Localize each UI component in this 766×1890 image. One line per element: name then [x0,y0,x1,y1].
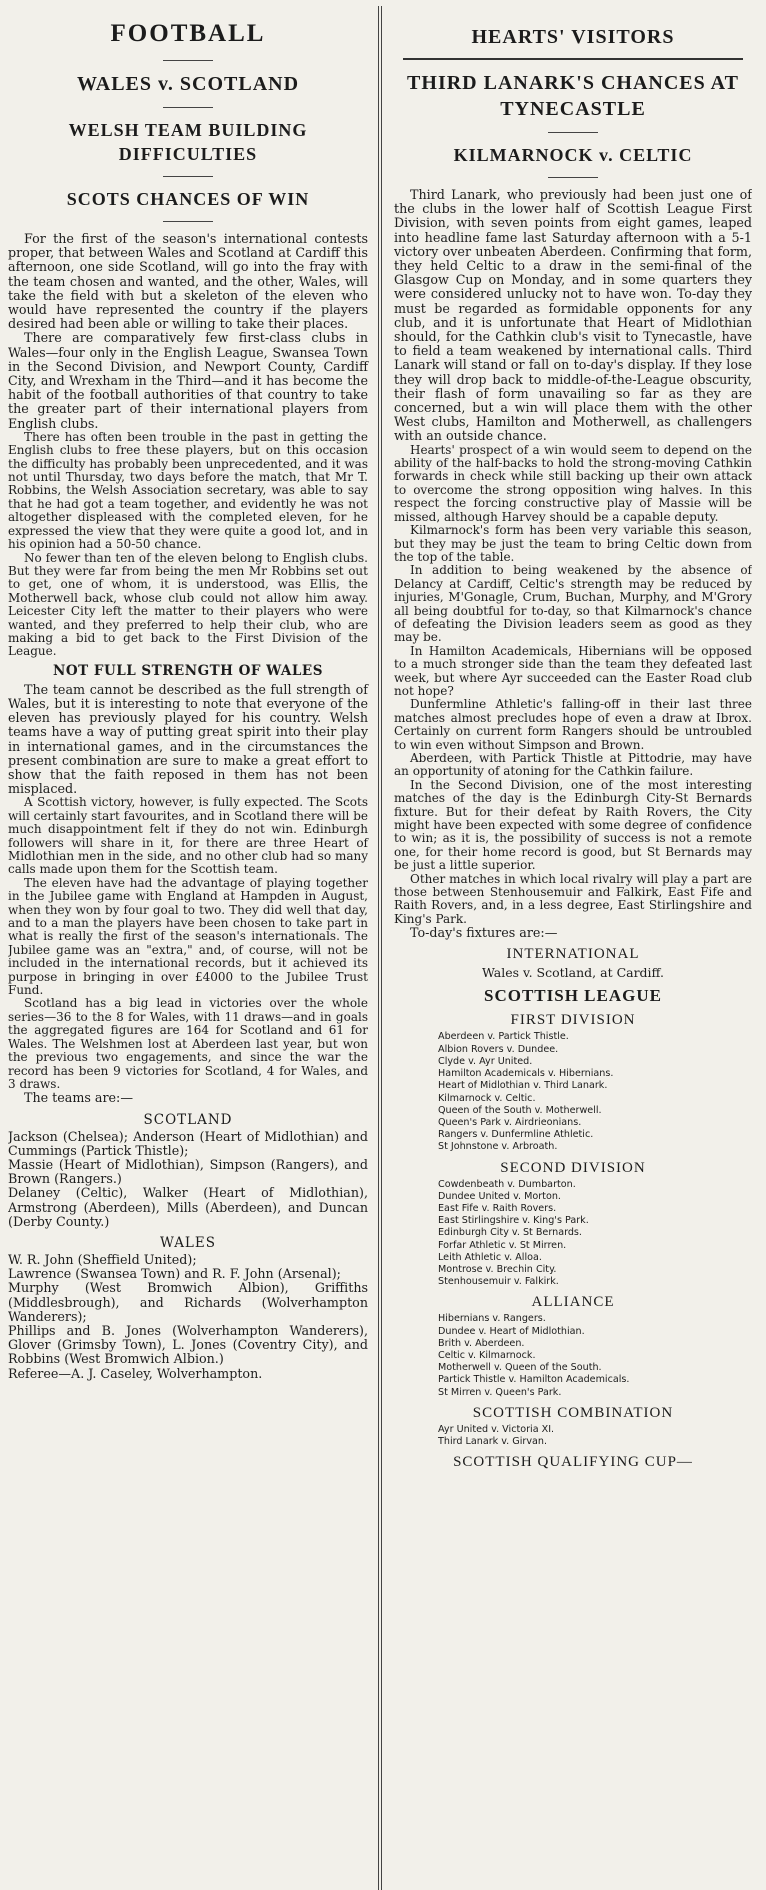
fixture-item: St Mirren v. Queen's Park. [438,1386,562,1398]
football-heading: FOOTBALL [110,20,266,47]
alliance-fixtures [394,1313,752,1398]
paragraph: The teams are:— [24,1090,134,1106]
left-column [8,6,376,1890]
fixture-item: Dundee United v. Morton. [438,1190,561,1202]
fixture-item: Leith Athletic v. Alloa. [438,1251,542,1263]
alliance-heading: ALLIANCE [531,1294,615,1311]
fixture-item: Hamilton Academicals v. Hibernians. [438,1068,614,1080]
hearts-heading: HEARTS' VISITORS [471,26,675,48]
fixture-item: Heart of Midlothian v. Third Lanark. [438,1080,608,1092]
fixture-item: Partick Thistle v. Hamilton Academicals. [438,1374,630,1386]
fixture-item: Clyde v. Ayr United. [438,1055,533,1067]
divider [548,177,598,178]
scottish-combination-heading: SCOTTISH COMBINATION [472,1404,674,1421]
first-division-heading: FIRST DIVISION [510,1012,636,1029]
fixture-item: Motherwell v. Queen of the South. [438,1362,602,1374]
divider [163,60,213,61]
fixture-item: St Johnstone v. Arbroath. [438,1141,558,1153]
article-body-1 [8,232,368,659]
team-line: Delaney (Celtic), Walker (Heart of Midlothian), Armstrong (Aberdeen), Mills (Aberdeen), and Duncan (Derby County.) [8,1185,368,1229]
team-line: W. R. John (Sheffield United); [8,1251,197,1267]
wales-heading: WALES [159,1234,217,1251]
divider [163,107,213,108]
section-heading: NOT FULL STRENGTH OF WALES [53,662,323,679]
fixture-item: Dundee v. Heart of Midlothian. [438,1325,585,1337]
fixture-item: Third Lanark v. Girvan. [438,1435,548,1447]
fixture-item: Cowdenbeath v. Dumbarton. [438,1178,576,1190]
scotland-heading: SCOTLAND [143,1111,233,1128]
team-line: Massie (Heart of Midlothian), Simpson (Rangers), and Brown (Rangers.) [8,1156,368,1187]
divider [403,58,743,60]
combination-fixtures [394,1424,752,1448]
paragraph: A Scottish victory, however, is fully expected. The Scots will certainly start favourites, and in Scotland there will be much disappointment felt if they do not win. Edinburgh followers will share in it, for there are three Heart of Midlothian men in the side, and no other club had so many calls made upon them for the Scottish team. [8,795,368,877]
paragraph: Dunfermline Athletic's falling-off in their last three matches almost precludes hope of even a draw at Ibrox. Certainly on current form Rangers should be untroubled to win even without Simpson and Brown. [394,697,752,752]
fixture-item: Rangers v. Dunfermline Athletic. [438,1129,594,1141]
paragraph: There are comparatively few first-class clubs in Wales—four only in the English League, Swansea Town in the Second Division, and Newport County, Cardiff City, and Wrexham in the Third—and it has become the habit of the football authorities of that country to take the greater part of their international players from English clubs. [8,330,368,431]
first-division-fixtures [394,1031,752,1153]
referee-line: Referee—A. J. Caseley, Wolverhampton. [8,1365,263,1381]
fixture-item: Brith v. Aberdeen. [438,1337,525,1349]
international-fixture: Wales v. Scotland, at Cardiff. [482,965,664,981]
team-line: Lawrence (Swansea Town) and R. F. John (Arsenal); [8,1266,341,1282]
paragraph: Third Lanark, who previously had been just one of the clubs in the lower half of Scottish League First Division, with seven points from eight games, leaped into headline fame last Saturday afternoon with a 5-1 victory over unbeaten Aberdeen. Confirming that form, they held Celtic to a draw in the semi-final of the Glasgow Cup on Monday, and in some quarters they were considered unlucky not to have won. To-day they must be regarded as formidable opponents for any club, and it is unfortunate that Heart of Midlothian should, for the Cathkin club's visit to Tynecastle, have to field a team weakened by international calls. Third Lanark will stand or fall on to-day's display. If they lose they will drop back to middle-of-the-League obscurity, their flash of form unavailing so far as they are concerned, but a win will place them with the other West clubs, Hamilton and Motherwell, as challengers with an outside chance. [394,187,752,444]
paragraph: Kilmarnock's form has been very variable this season, but they may be just the team to bring Celtic down from the top of the table. [394,523,752,564]
fixture-item: Ayr United v. Victoria XI. [438,1423,555,1435]
team-line: Murphy (West Bromwich Albion), Griffiths (Middlesbrough), and Richards (Wolverhampton Wanderers); [8,1280,368,1324]
right-column [384,6,752,1890]
fixture-item: Hibernians v. Rangers. [438,1313,546,1325]
fixture-item: Kilmarnock v. Celtic. [438,1092,536,1104]
subheading: WELSH TEAM BUILDING DIFFICULTIES [68,120,308,164]
wales-team [8,1253,368,1381]
column-rule [381,6,382,1890]
columns [8,6,758,1890]
fixture-item: East Fife v. Raith Rovers. [438,1202,557,1214]
subheading: THIRD LANARK'S CHANCES AT TYNECASTLE [407,72,739,120]
paragraph: In addition to being weakened by the absence of Delancy at Cardiff, Celtic's strength may be reduced by injuries, M'Gonagle, Crum, Buchan, Murphy, and M'Grory all being doubtful for to-day, so that Kilmarnock's chance of defeating the Division leaders seem as good as they may be. [394,563,752,645]
article-body [394,188,752,940]
paragraph: Aberdeen, with Partick Thistle at Pittodrie, may have an opportunity of atoning for the Cathkin failure. [394,751,752,779]
paragraph: The eleven have had the advantage of playing together in the Jubilee game with England at Hampden in August, when they won by four goal to two. They did well that day, and to a man the players have been chosen to take part in what is really the first of the season's internationals. The Jubilee game was an "extra," and, of course, will not be included in the international records, but it achieved its purpose in bringing in over £4000 to the Jubilee Trust Fund. [8,875,368,998]
paragraph: There has often been trouble in the past in getting the English clubs to free these players, but on this occasion the difficulty has probably been unprecedented, and it was not until Thursday, two days before the match, that Mr T. Robbins, the Welsh Association secretary, was able to say that he had got a team together, and evidently he was not altogether displeased with the completed eleven, for he expressed the view that they were quite a good lot, and in his opinion had a 50-50 chance. [8,429,368,552]
fixture-item: Stenhousemuir v. Falkirk. [438,1276,559,1288]
fixture-item: Albion Rovers v. Dundee. [438,1043,559,1055]
second-division-fixtures [394,1179,752,1289]
paragraph: Scotland has a big lead in victories over the whole series—36 to the 8 for Wales, with 11 draws—and in goals the aggregated figures are 164 for Scotland and 61 for Wales. The Welshmen lost at Aberdeen last year, but won the previous two engagements, and since the war the record has been 9 victories for Scotland, 4 for Wales, and 3 draws. [8,996,368,1091]
scotland-team [8,1130,368,1229]
paragraph: For the first of the season's international contests proper, that between Wales and Scotland at Cardiff this afternoon, one side Scotland, will go into the fray with the team chosen and wanted, and the other, Wales, will take the field with but a skeleton of the eleven who would have represented the country if the players desired had been able or willing to take their places. [8,231,368,332]
international-heading: INTERNATIONAL [506,946,640,963]
paragraph: Hearts' prospect of a win would seem to depend on the ability of the half-backs to hold the strong-moving Cathkin forwards in check while still backing up their own attack to overcome the strong opposition wing halves. In this respect the forcing constructive play of Massie will be missed, although Harvey should be a capable deputy. [394,442,752,524]
scottish-league-heading: SCOTTISH LEAGUE [484,986,662,1006]
match-heading: WALES v. SCOTLAND [76,73,300,95]
paragraph: The team cannot be described as the full strength of Wales, but it is interesting to note that everyone of the eleven has previously played for his country. Welsh teams have a way of putting great spirit into their play in international games, and in the circumstances the present combination are sure to make a great effort to show that the faith reposed in them has not been misplaced. [8,681,368,797]
paragraph: To-day's fixtures are:— [410,925,558,941]
fixture-item: East Stirlingshire v. King's Park. [438,1215,589,1227]
paragraph: In Hamilton Academicals, Hibernians will be opposed to a much stronger side than the team they defeated last week, but where Ayr succeeded can the Easter Road club not hope? [394,643,752,698]
fixture-item: Queen of the South v. Motherwell. [438,1104,602,1116]
column-rule [378,6,379,1890]
fixture-item: Forfar Athletic v. St Mirren. [438,1239,567,1251]
paragraph: Other matches in which local rivalry will play a part are those between Stenhousemuir and Falkirk, East Fife and Raith Rovers, and, in a less degree, East Stirlingshire and King's Park. [394,871,752,926]
article-body-2 [8,683,368,1106]
subheading-2: SCOTS CHANCES OF WIN [66,189,310,209]
fixture-item: Edinburgh City v. St Bernards. [438,1227,582,1239]
team-line: Jackson (Chelsea); Anderson (Heart of Midlothian) and Cummings (Partick Thistle); [8,1128,368,1158]
fixture-item: Celtic v. Kilmarnock. [438,1349,536,1361]
team-line: Phillips and B. Jones (Wolverhampton Wanderers), Glover (Grimsby Town), L. Jones (Coventry City), and Robbins (West Bromwich Albion.) [8,1322,368,1367]
divider [548,132,598,133]
divider [163,176,213,177]
second-division-heading: SECOND DIVISION [500,1159,646,1176]
fixture-item: Montrose v. Brechin City. [438,1263,557,1275]
fixture-item: Queen's Park v. Airdrieonians. [438,1116,582,1128]
subheading-2: KILMARNOCK v. CELTIC [453,145,693,165]
fixture-item: Aberdeen v. Partick Thistle. [438,1031,569,1043]
qualifying-cup-heading: SCOTTISH QUALIFYING CUP— [453,1454,693,1471]
paragraph: No fewer than ten of the eleven belong to English clubs. But they were far from being the men Mr Robbins set out to get, one of whom, it is understood, was Ellis, the Motherwell back, whose club could not allow him away. Leicester City left the matter to their players who were wanted, and they preferred to help their club, who are making a bid to get back to the First Division of the League. [8,550,368,659]
divider [163,221,213,222]
paragraph: In the Second Division, one of the most interesting matches of the day is the Edinburgh City-St Bernards fixture. But for their defeat by Raith Rovers, the City might have been expected with some degree of confidence to win; as it is, the possibility of success is not a remote one, for their home record is good, but St Bernards may be just a little superior. [394,777,752,873]
